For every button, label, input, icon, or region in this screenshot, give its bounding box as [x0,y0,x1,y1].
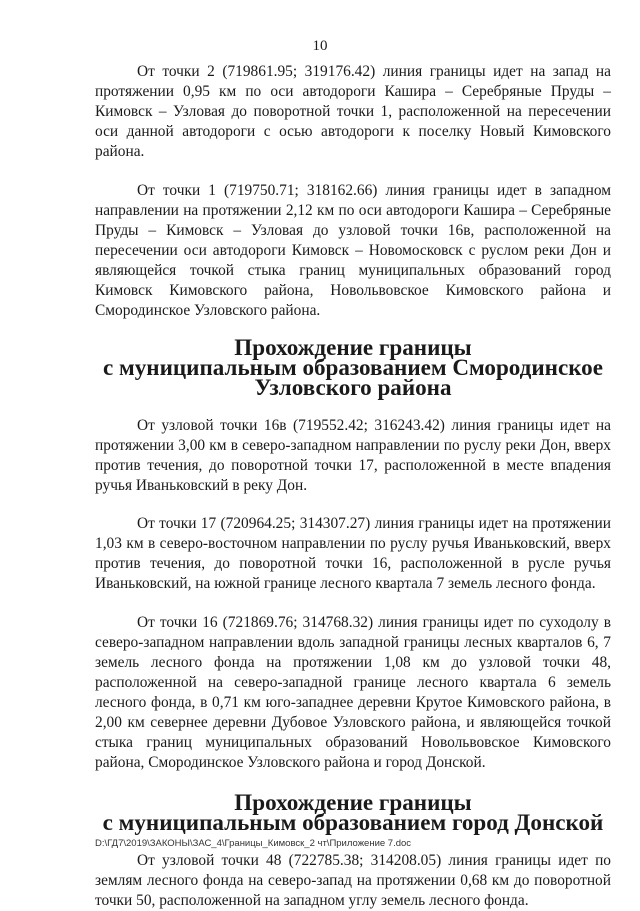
section-heading-donskoy [95,789,611,835]
paragraph-4: От точки 17 (720964.25; 314307.27) линия границы идет на протяжении 1,03 км в северо-восточном направлении по руслу ручья Иваньковский, вверх против течения, до поворотной точки 16, расположенной в русле ручья Иваньковский, на южной границе лесного квартала 7 земель лесного фонда. [95,515,611,592]
section-heading-smorodinskoe [95,334,611,400]
heading-line: Прохождение границы [234,789,472,815]
paragraph-1: От точки 2 (719861.95; 319176.42) линия границы идет на запад на протяжении 0,95 км по оси автодороги Кашира – Серебряные Пруды – Кимовск – Узловая до поворотной точки 1, расположенной на пересечении оси данной автодороги с осью автодороги к поселку Новый Кимовского района. [95,63,611,160]
heading-line: с муниципальным образованием город Донской [102,809,604,835]
heading-line: Прохождение границы [234,334,472,360]
page-number: 10 [312,38,328,54]
paragraph-2: От точки 1 (719750.71; 318162.66) линия границы идет в западном направлении на протяжении 2,12 км по оси автодороги Кашира – Серебряные Пруды – Кимовск – Узловая до узловой точки 16в, расположенной на пересечении оси автодороги Кимовск – Новомосковск с руслом реки Дон и являющейся точкой стыка границ муниципальных образований город Кимовск Кимовского района, Новольвовское Кимовского района и Смородинское Узловского района. [95,182,611,319]
paragraph-3: От узловой точки 16в (719552.42; 316243.42) линия границы идет на протяжении 3,00 км в северо-западном направлении по руслу реки Дон, вверх против течения, до поворотной точки 17, расположенной в месте впадения ручья Иваньковский в реку Дон. [95,417,611,494]
heading-line: с муниципальным образованием Смородинское [103,354,603,380]
heading-line: Узловского района [254,374,452,400]
paragraph-5: От точки 16 (721869.76; 314768.32) линия границы идет по суходолу в северо-западном направлении вдоль западной границы лесных кварталов 6, 7 земель лесного фонда на протяжении 1,08 км до узловой точки 48, расположенной на северо-западной границе лесного квартала 6 земель лесного фонда, в 0,71 км юго-западнее деревни Крутое Кимовского района, в 2,00 км севернее деревни Дубовое Узловского района, и являющейся точкой стыка границ муниципальных образований Новольвовское Кимовского района, Смородинское Узловского района и город Донской. [95,614,611,771]
paragraph-6: От узловой точки 48 (722785.38; 314208.05) линия границы идет по землям лесного фонда на северо-запад на протяжении 0,68 км до поворотной точки 50, расположенной на западном углу земель лесного фонда. [95,852,611,909]
footer-file-path: D:\ГД7\2019\ЗАКОНЫ\ЗАС_4\Границы_Кимовск_2 чт\Приложение 7.doc [95,838,412,849]
document-body [95,62,611,911]
